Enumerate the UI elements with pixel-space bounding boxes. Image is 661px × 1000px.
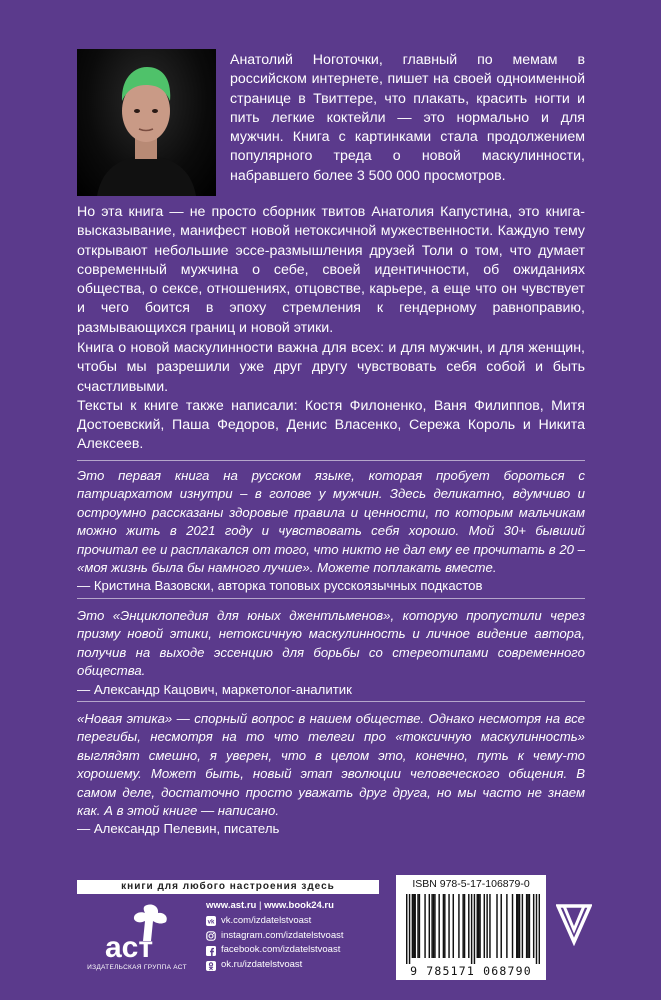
barcode-bar bbox=[517, 894, 518, 958]
barcode-bar bbox=[417, 894, 418, 958]
barcode-bar bbox=[478, 894, 479, 958]
barcode-bar bbox=[533, 894, 534, 958]
ean-number: 9 785171 068790 bbox=[410, 964, 532, 978]
instagram-row[interactable] bbox=[206, 929, 344, 944]
quote-1-author: — Кристина Вазовски, авторка топовых русскоязычных подкастов bbox=[77, 578, 483, 594]
v-imprint-logo bbox=[556, 902, 592, 946]
svg-text:vk: vk bbox=[207, 919, 215, 926]
barcode-bar bbox=[479, 894, 480, 958]
barcode-bar bbox=[414, 894, 415, 958]
websites-row bbox=[206, 899, 344, 914]
author-photo bbox=[77, 49, 216, 196]
ok-row[interactable] bbox=[206, 958, 344, 973]
intro-paragraph bbox=[230, 51, 585, 186]
barcode-bar bbox=[536, 894, 537, 964]
vk-row[interactable] bbox=[206, 914, 344, 929]
barcode-bar bbox=[519, 894, 520, 958]
barcode-bar bbox=[474, 894, 475, 964]
barcode-bar bbox=[434, 894, 435, 958]
review-quote-1 bbox=[77, 467, 585, 596]
review-quote-3 bbox=[77, 710, 585, 839]
ast-logo-text: аст bbox=[105, 931, 154, 963]
description-paragraph-3 bbox=[77, 339, 585, 455]
barcode-bar bbox=[484, 894, 485, 958]
barcode-bar bbox=[527, 894, 528, 958]
facebook-row[interactable] bbox=[206, 943, 344, 958]
divider-line bbox=[77, 598, 585, 599]
barcode-bar bbox=[501, 894, 502, 958]
ast-publisher-logo bbox=[103, 901, 175, 963]
barcode-bar bbox=[433, 894, 434, 958]
barcode-bar bbox=[526, 894, 527, 958]
barcode-bar bbox=[477, 894, 478, 958]
tagline-banner: книги для любого настроения здесь bbox=[77, 880, 379, 894]
barcode-bar bbox=[462, 894, 463, 958]
quote-3-author: — Александр Пелевин, писатель bbox=[77, 821, 280, 837]
instagram-link[interactable]: instagram.com/izdatelstvoast bbox=[221, 929, 344, 941]
divider-line bbox=[77, 460, 585, 461]
instagram-icon bbox=[206, 931, 216, 941]
odnoklassniki-icon bbox=[206, 961, 216, 971]
barcode-bar bbox=[512, 894, 513, 958]
barcode-bar bbox=[529, 894, 530, 958]
site-book24[interactable]: www.book24.ru bbox=[264, 900, 334, 911]
description-paragraph-2 bbox=[77, 203, 585, 338]
barcode-bar bbox=[471, 894, 472, 964]
quote-2-author: — Александр Кацович, маркетолог-аналитик bbox=[77, 681, 352, 697]
barcode-bar bbox=[429, 894, 430, 958]
barcode-block bbox=[396, 875, 546, 980]
barcode-bar bbox=[539, 894, 540, 964]
author-portrait-illustration bbox=[77, 49, 216, 196]
vk-link[interactable]: vk.com/izdatelstvoast bbox=[221, 914, 312, 926]
paragraph-2-text: Но эта книга — не просто сборник твитов Анатолия Капустина, это книга-высказывание, манифест новой нетоксичной мужественности. Каждую тему открывают небольшие эссе-размышления друзей Толи о том, что думает современный мужчина о себе, своей идентичности, об ожиданиях общества, о сексе, отношениях, отцовстве, карьере, а еще что он чувствует и чего боится в эпоху стремления к гендерному равноправию, размывающихся границ и новой этики. bbox=[77, 204, 585, 336]
barcode-bar bbox=[458, 894, 459, 958]
barcode-bar bbox=[468, 894, 469, 958]
barcode-bar bbox=[444, 894, 445, 958]
facebook-icon bbox=[206, 946, 216, 956]
barcode-bar bbox=[412, 894, 413, 958]
barcode-bar bbox=[448, 894, 449, 958]
barcode-bar bbox=[486, 894, 487, 958]
barcode-bar bbox=[438, 894, 439, 958]
barcode-bar bbox=[506, 894, 507, 958]
publisher-links bbox=[206, 899, 344, 973]
barcode-bar bbox=[409, 894, 410, 964]
barcode-bar bbox=[413, 894, 414, 958]
site-ast[interactable]: www.ast.ru bbox=[206, 900, 257, 911]
isbn-text: ISBN 978-5-17-106879-0 bbox=[412, 878, 530, 890]
barcode-bar bbox=[424, 894, 425, 958]
barcode-bar bbox=[464, 894, 465, 958]
intro-text: Анатолий Ноготочки, главный по мемам в российском интернете, пишет на своей одноименной странице в Твиттере, что плакать, красить ногти и пить легкие коктейли — это нормально и для мужчин. Книга с картинками стала продолжением популярного треда о новой маскулинности, набравшего более 3 500 000 просмотров. bbox=[230, 52, 585, 184]
barcode-bar bbox=[431, 894, 432, 958]
vk-icon bbox=[206, 916, 216, 926]
facebook-link[interactable]: facebook.com/izdatelstvoast bbox=[221, 944, 341, 956]
paragraph-3-text: Книга о новой маскулинности важна для всех: и для мужчин, и для женщин, чтобы мы разрешили уже друг другу чувствовать себя собой и быть счастливыми. bbox=[77, 340, 585, 395]
barcode-bar bbox=[419, 894, 420, 958]
barcode-bar bbox=[522, 894, 523, 958]
barcode-bar bbox=[406, 894, 407, 964]
quote-1-text: Это первая книга на русском языке, которая пробует бороться с патриархатом изнутри – в голове у мужчин. Здесь деликатно, вдумчиво и остроумно рассказаны здоровые правила и ценности, по которым мальчикам можно жить в 2021 году и чувствовать себя хорошо. Мой 30+ бывший прочитал ее и расплакался от того, что никто не дал ему ее прочитать в 20 – «моя жизнь была бы намного лучше». Можете поплакать вместе. bbox=[77, 468, 585, 576]
barcode-bar bbox=[443, 894, 444, 958]
barcode-bar bbox=[516, 894, 517, 958]
barcode-bar bbox=[496, 894, 497, 958]
divider-line bbox=[77, 701, 585, 702]
ok-link[interactable]: ok.ru/izdatelstvoast bbox=[221, 959, 303, 971]
barcode-bar bbox=[489, 894, 490, 958]
barcode bbox=[406, 894, 540, 964]
quote-3-text: «Новая этика» — спорный вопрос в нашем обществе. Однако несмотря на все перегибы, несмотря на то что телеги про «токсичную маскулинность» выглядят смешно, я уверен, что в целом это, конечно, путь к чему-то хорошему. Может быть, новый этап эволюции человеческого общения. В самом деле, достаточно просто уважать друг друга, но мы часто не знаем как. А в этой книге — написано. bbox=[77, 711, 585, 819]
barcode-bar bbox=[453, 894, 454, 958]
review-quote-2 bbox=[77, 607, 585, 699]
publisher-label: ИЗДАТЕЛЬСКАЯ ГРУППА АСТ bbox=[87, 964, 187, 971]
sites-separator: | bbox=[256, 900, 265, 911]
paragraph-4-text: Тексты к книге также написали: Костя Филоненко, Ваня Филиппов, Митя Достоевский, Паша Федоров, Денис Власенко, Сережа Король и Никита Алексеев. bbox=[77, 397, 585, 453]
quote-2-text: Это «Энциклопедия для юных джентльменов», которую пропустили через призму новой этики, нетоксичную маскулинность и личное видение автора, получив на выходе эссенцию для борьбы со стереотипами современного общества. bbox=[77, 608, 585, 679]
